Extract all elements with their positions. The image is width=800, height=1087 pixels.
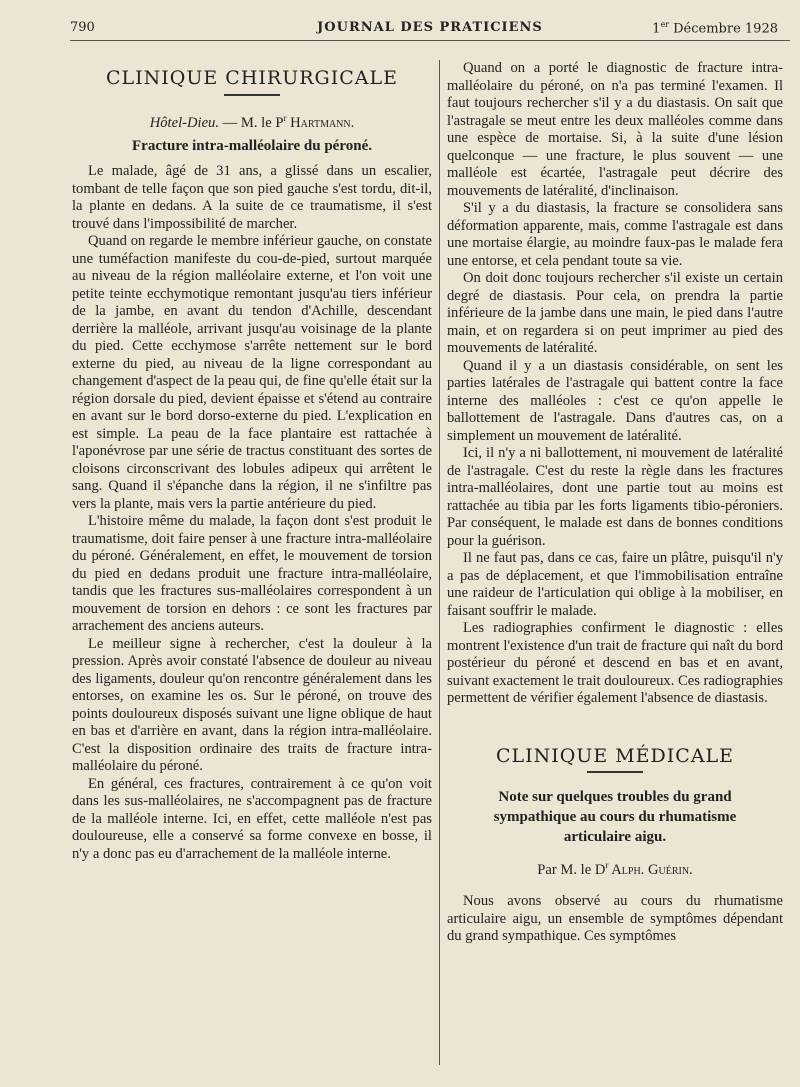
section-title-medical: CLINIQUE MÉDICALE	[495, 744, 735, 767]
paragraph: Il ne faut pas, dans ce cas, faire un plâtre, puisqu'il n'y a pas de déplacement, et que l'immobilisation entraîne une raideur de l'articulation qui oblige à la mobiliser, en faisant souffrir le malade.	[447, 550, 783, 619]
article-byline-medical: Par M. le $D^r$ Alph. Guérin.	[537, 860, 693, 878]
journal-title: JOURNAL DES PRATICIENS	[317, 20, 543, 35]
section-rule	[224, 94, 280, 96]
paragraph: S'il y a du diastasis, la fracture se consolidera sans déformation apparente, mais, comme l'astragale est dans une mortaise élargie, au moindre faux-pas le malade fera une entorse, et cela pendant toute sa vie.	[447, 200, 783, 269]
article-byline: Hôtel-Dieu. — M. le $P^r$ Hartmann.	[149, 112, 355, 131]
paragraph: Le meilleur signe à rechercher, c'est la douleur à la pression. Après avoir constaté l'absence de douleur au niveau des ligaments, douleur qu'on rencontre généralement dans les entorses, on examine les os. Sur le péroné, on trouve des points douloureux disposés suivant une ligne oblique de haut en bas et d'arrière en avant, dans la région intra-malléolaire. C'est la disposition ordinaire des traits de fracture intra-malléolaire du péroné.	[72, 635, 432, 775]
paragraph: L'histoire même du malade, la façon dont s'est produit le traumatisme, doit faire penser à une fracture intra-malléolaire du péroné. Généralement, en effet, le mouvement de torsion du pied en dedans produit une fracture intra-malléolaire, tandis que les fractures sus-malléolaires correspondent à un mouvement de torsion en dehors : ce sont les fractures par arrachement des anciens auteurs.	[72, 513, 432, 635]
issue-date: 1er Décembre 1928	[652, 20, 778, 37]
paragraph: Quand il y a un diastasis considérable, on sent les parties latérales de l'astragale qui battent contre la face interne des malléoles : c'est ce qu'on appelle le ballottement de l'astragale. Dans d'autres cas, on a simplement un mouvement de latéralité.	[447, 357, 783, 444]
section-title-surgical: CLINIQUE CHIRURGICALE	[106, 67, 398, 89]
paragraph: Quand on a porté le diagnostic de fracture intra-malléolaire du péroné, on n'a pas terminé l'examen. Il faut toujours rechercher s'il y a du diastasis. On sait que l'astragale se meut entre les deux malléoles comme dans une espèce de mortaise. Si, à la suite d'une lésion quelconque — une fracture, le plus souvent — une malléole est écartée, l'astragale peut décrire des mouvements de latéralité, d'inclinaison.	[447, 60, 783, 199]
right-column	[447, 60, 783, 946]
article-title: Fracture intra-malléolaire du péroné.	[132, 137, 372, 154]
column-divider	[439, 60, 440, 1065]
paragraph: Le malade, âgé de 31 ans, a glissé dans un escalier, tombant de telle façon que son pied gauche s'est tordu, dit-il, la plante en dedans. A la suite de ce traumatisme, il s'est trouvé dans l'impossibilité de marcher.	[72, 163, 432, 232]
section-rule	[587, 771, 643, 773]
paragraph: Ici, il n'y a ni ballottement, ni mouvement de latéralité de l'astragale. C'est du reste la règle dans les fractures intra-malléolaires, dont une partie tout au moins est rattachée au tibia par les forts ligaments tibio-péroniers. Par conséquent, le malade est dans de bonnes conditions pour la guérison.	[447, 445, 783, 549]
left-column	[72, 60, 432, 863]
running-head	[70, 18, 790, 41]
paragraph: Nous avons observé au cours du rhumatisme articulaire aigu, un ensemble de symptômes dépendant du grand sympathique. Ces symptômes	[447, 893, 783, 945]
page-number: 790	[70, 20, 95, 35]
paragraph: Quand on regarde le membre inférieur gauche, on constate une tuméfaction manifeste du cou-de-pied, surtout marquée au niveau de la région malléolaire externe, et l'on voit une petite teinte ecchymotique remontant jusqu'au tiers inférieur de la jambe, en avant du tendon d'Achille, descendant derrière la malléole, arrivant jusqu'au voisinage de la plante du pied. Cette ecchymose s'arrête nettement sur le bord externe du pied, au niveau de la ligne correspondant au changement d'aspect de la peau qui, de fine qu'elle était sur la région dorsale du pied, devient épaisse et s'étend au contraire en avant sur le bord dorso-externe du pied. L'explication en est simple. La peau de la face plantaire est rattachée à l'aponévrose par une série de tractus constituant des sortes de cloisons circonscrivant des lobules adipeux qui arrêtent le sang. Quand il s'épanche dans la région, il ne s'infiltre pas vers la plante, mais vers la partie antérieure du pied.	[72, 233, 432, 512]
paragraph: En général, ces fractures, contrairement à ce qu'on voit dans les sus-malléolaires, ne s'accompagnent pas de fracture de la malléole interne. Ici, en effet, cette malléole n'est pas douloureuse, elle a conservé sa forme convexe en bosse, il n'y a donc pas eu d'arrachement de la malléole interne.	[72, 775, 432, 862]
paragraph: Les radiographies confirment le diagnostic : elles montrent l'existence d'un trait de fracture qui naît du bord postérieur du péroné et descend en bas et en avant, suivant exactement le trait douloureux. Ces radiographies permettent de vérifier également l'absence de diastasis.	[447, 620, 783, 706]
article-title-medical: Note sur quelques troubles du grand sympathique au cours du rhumatisme articulaire aigu.	[493, 789, 737, 845]
paragraph: On doit donc toujours rechercher s'il existe un certain degré de diastasis. Pour cela, on prendra la partie inférieure de la jambe dans une main, le pied dans l'autre main, et on regardera si on peut imprimer au pied des mouvements de latéralité.	[447, 270, 783, 356]
